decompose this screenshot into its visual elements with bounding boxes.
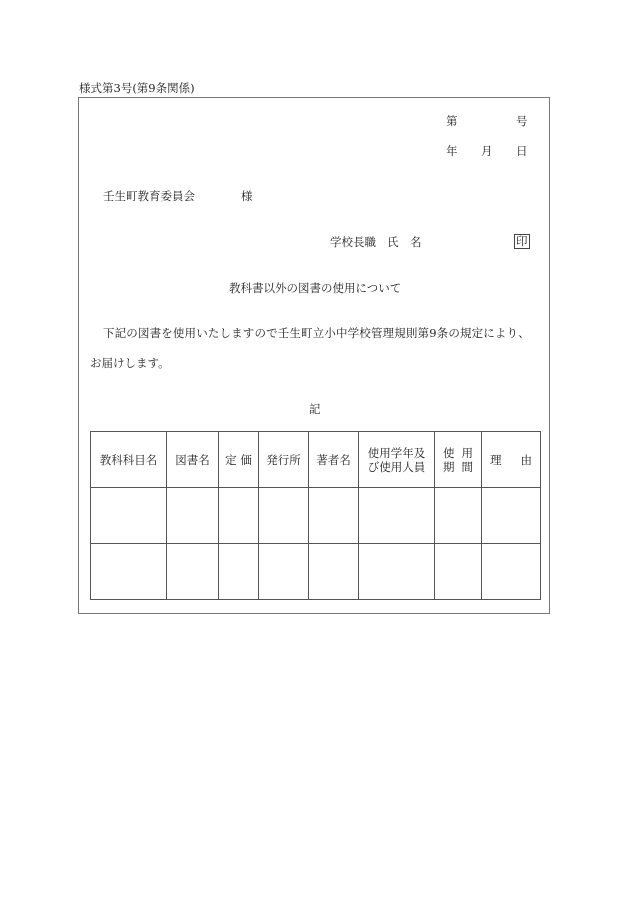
ki-heading: 記 [309, 402, 321, 416]
header-reason-char: 由 [520, 452, 532, 467]
header-grade-line-2: び使用人員 [367, 459, 426, 474]
table-row [91, 488, 541, 544]
header-reason-char: 理 [490, 452, 502, 467]
cell-book-title[interactable] [167, 488, 219, 544]
sender-title: 学校長職 [330, 235, 376, 249]
number-prefix: 第 [446, 114, 458, 128]
book-usage-table [90, 431, 541, 600]
addressee-name: 壬生町教育委員会 [103, 189, 195, 203]
cell-reason[interactable] [482, 544, 541, 600]
cell-publisher[interactable] [259, 488, 309, 544]
cell-publisher[interactable] [259, 544, 309, 600]
cell-usage-period[interactable] [435, 544, 482, 600]
header-usage-period [435, 432, 482, 488]
cell-book-title[interactable] [167, 544, 219, 600]
table-row [91, 544, 541, 600]
cell-grade-and-users[interactable] [359, 544, 435, 600]
cell-subject[interactable] [91, 488, 167, 544]
cell-usage-period[interactable] [435, 488, 482, 544]
cell-subject[interactable] [91, 544, 167, 600]
cell-author[interactable] [309, 488, 359, 544]
cell-grade-and-users[interactable] [359, 488, 435, 544]
date-month-label: 月 [481, 144, 493, 158]
seal-mark [514, 234, 530, 249]
table-header-row [91, 432, 541, 488]
header-grade-line-1: 使用学年及 [367, 445, 426, 460]
header-period-char: 使 [443, 445, 455, 460]
date-year-label: 年 [446, 144, 458, 158]
seal-icon: 印 [516, 234, 528, 248]
sender-name-label-1: 氏 [387, 235, 399, 249]
header-period-char: 用 [461, 445, 473, 460]
header-book-title: 図書名 [167, 432, 219, 488]
form-number-label: 様式第3号(第9条関係) [79, 81, 195, 95]
header-grade-and-users [359, 432, 435, 488]
header-period-line-1 [435, 446, 481, 460]
number-suffix: 号 [516, 114, 528, 128]
cell-reason[interactable] [482, 488, 541, 544]
document-subject: 教科書以外の図書の使用について [229, 281, 402, 295]
header-period-line-2 [435, 460, 481, 474]
header-reason-text [482, 453, 540, 467]
cell-price[interactable] [219, 488, 259, 544]
header-reason [482, 432, 541, 488]
body-line-1: 下記の図書を使用いたしますので壬生町立小中学校管理規則第9条の規定により、 [103, 326, 530, 340]
body-line-2: お届けします。 [90, 356, 170, 370]
header-price: 定 価 [219, 432, 259, 488]
header-author: 著者名 [309, 432, 359, 488]
header-publisher: 発行所 [259, 432, 309, 488]
header-subject: 教科科目名 [91, 432, 167, 488]
cell-price[interactable] [219, 544, 259, 600]
cell-author[interactable] [309, 544, 359, 600]
sender-name-label-2: 名 [410, 235, 422, 249]
header-period-char: 間 [461, 459, 473, 474]
date-day-label: 日 [516, 144, 528, 158]
header-period-char: 期 [443, 459, 455, 474]
addressee-honorific: 様 [241, 189, 253, 203]
